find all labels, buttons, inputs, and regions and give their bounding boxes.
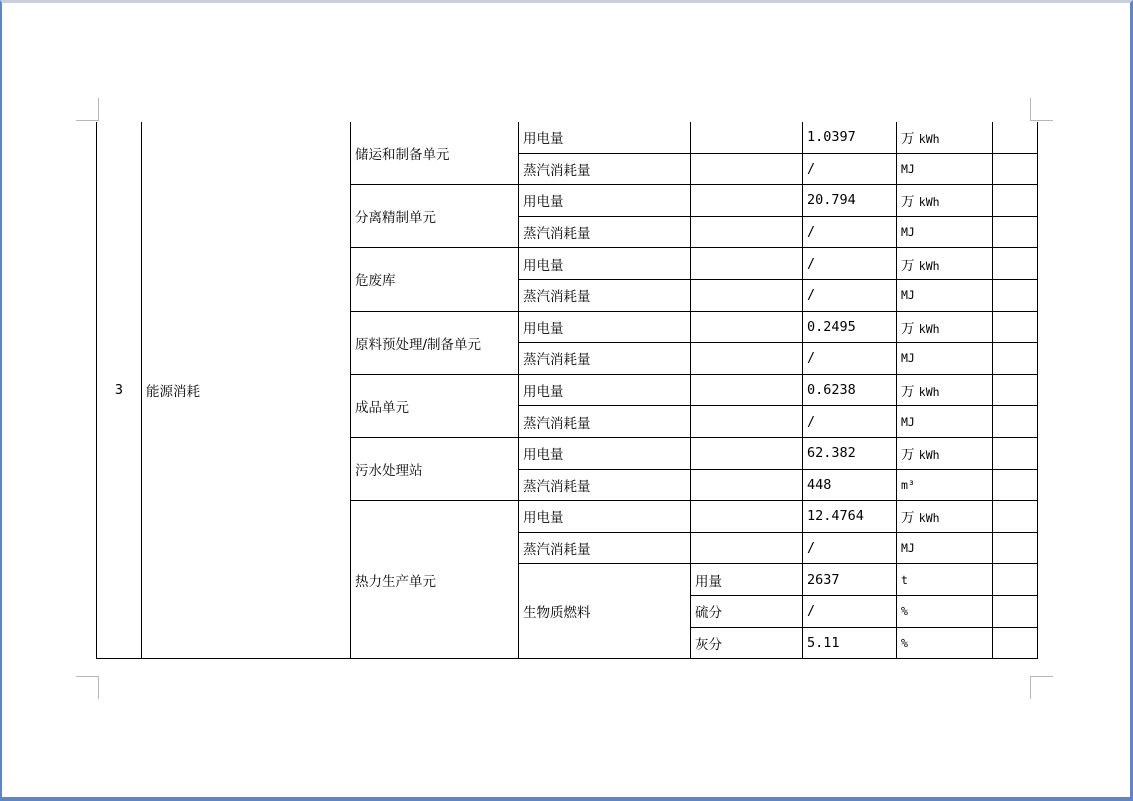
blank-cell: [691, 122, 803, 153]
unit-name-cell: 危废库: [351, 248, 519, 311]
crop-mark-bottom-left: [76, 676, 99, 699]
remark-cell: [993, 437, 1038, 469]
category-cell: 能源消耗: [142, 122, 351, 659]
unit-cell: [897, 406, 993, 438]
unit-cell: [897, 122, 993, 153]
remark-cell: [993, 248, 1038, 280]
unit-en: MJ: [901, 414, 915, 429]
value-cell: 448: [803, 469, 897, 501]
param-cell: 蒸汽消耗量: [519, 216, 691, 248]
unit-en: MJ: [901, 541, 915, 556]
unit-en: MJ: [901, 225, 915, 240]
unit-cell: [897, 374, 993, 406]
param-cell: 蒸汽消耗量: [519, 343, 691, 375]
unit-cell: [897, 437, 993, 469]
crop-mark-top-left: [76, 98, 99, 121]
unit-en: %: [901, 635, 908, 650]
param-cell: 用电量: [519, 248, 691, 280]
unit-cn: 万: [901, 447, 915, 464]
blank-cell: [691, 437, 803, 469]
value-cell: 0.6238: [803, 374, 897, 406]
unit-cn: 万: [901, 320, 915, 337]
param-cell: 用电量: [519, 501, 691, 533]
remark-cell: [993, 627, 1038, 659]
blank-cell: [691, 248, 803, 280]
unit-cell: [897, 343, 993, 375]
unit-cell: [897, 595, 993, 627]
param-cell: 用电量: [519, 311, 691, 343]
remark-cell: [993, 185, 1038, 217]
unit-en: MJ: [901, 351, 915, 366]
unit-cell: [897, 469, 993, 501]
remark-cell: [993, 122, 1038, 153]
value-cell: /: [803, 153, 897, 185]
value-cell: 12.4764: [803, 501, 897, 533]
fuel-name-cell: 生物质燃料: [519, 564, 691, 659]
remark-cell: [993, 216, 1038, 248]
blank-cell: [691, 311, 803, 343]
value-cell: 2637: [803, 564, 897, 596]
unit-en: kWh: [918, 321, 940, 336]
remark-cell: [993, 279, 1038, 311]
blank-cell: [691, 406, 803, 438]
unit-en: t: [901, 572, 908, 587]
unit-en: MJ: [901, 161, 915, 176]
value-cell: /: [803, 532, 897, 564]
unit-cell: [897, 248, 993, 280]
unit-cell: [897, 153, 993, 185]
value-cell: /: [803, 595, 897, 627]
unit-name-cell: 热力生产单元: [351, 501, 519, 659]
unit-name-cell: 分离精制单元: [351, 185, 519, 248]
crop-mark-top-right: [1030, 98, 1053, 121]
unit-en: kWh: [918, 195, 940, 210]
param-cell: 蒸汽消耗量: [519, 469, 691, 501]
param-cell: 蒸汽消耗量: [519, 406, 691, 438]
unit-cell: [897, 627, 993, 659]
param-cell: 用电量: [519, 122, 691, 153]
unit-cn: 万: [901, 257, 915, 274]
energy-consumption-table: [96, 122, 1038, 659]
unit-cell: [897, 501, 993, 533]
unit-cn: 万: [901, 384, 915, 401]
remark-cell: [993, 343, 1038, 375]
crop-mark-bottom-right: [1030, 676, 1053, 699]
param-cell: 蒸汽消耗量: [519, 153, 691, 185]
unit-en: m³: [901, 477, 915, 492]
unit-cell: [897, 311, 993, 343]
remark-cell: [993, 532, 1038, 564]
unit-cell: [897, 216, 993, 248]
value-cell: /: [803, 279, 897, 311]
blank-cell: [691, 469, 803, 501]
remark-cell: [993, 595, 1038, 627]
param-cell: 蒸汽消耗量: [519, 532, 691, 564]
unit-name-cell: 原料预处理/制备单元: [351, 311, 519, 374]
unit-cell: [897, 279, 993, 311]
unit-cn: 万: [901, 194, 915, 211]
blank-cell: [691, 153, 803, 185]
value-cell: /: [803, 343, 897, 375]
value-cell: 5.11: [803, 627, 897, 659]
remark-cell: [993, 311, 1038, 343]
fuel-param-cell: 灰分: [691, 627, 803, 659]
unit-en: kWh: [918, 448, 940, 463]
blank-cell: [691, 185, 803, 217]
fuel-param-cell: 用量: [691, 564, 803, 596]
blank-cell: [691, 343, 803, 375]
fuel-param-cell: 硫分: [691, 595, 803, 627]
unit-en: kWh: [918, 258, 940, 273]
remark-cell: [993, 501, 1038, 533]
unit-name-cell: 污水处理站: [351, 437, 519, 500]
blank-cell: [691, 501, 803, 533]
unit-cn: 万: [901, 131, 915, 148]
value-cell: 0.2495: [803, 311, 897, 343]
unit-en: MJ: [901, 288, 915, 303]
unit-cell: [897, 564, 993, 596]
value-cell: 1.0397: [803, 122, 897, 153]
blank-cell: [691, 532, 803, 564]
blank-cell: [691, 216, 803, 248]
value-cell: /: [803, 406, 897, 438]
param-cell: 用电量: [519, 185, 691, 217]
row-index-cell: 3: [97, 122, 142, 659]
remark-cell: [993, 469, 1038, 501]
unit-en: kWh: [918, 385, 940, 400]
table-row: [97, 122, 1038, 153]
param-cell: 蒸汽消耗量: [519, 279, 691, 311]
unit-name-cell: 储运和制备单元: [351, 122, 519, 185]
unit-en: kWh: [918, 511, 940, 526]
blank-cell: [691, 374, 803, 406]
unit-en: kWh: [918, 132, 940, 147]
param-cell: 用电量: [519, 374, 691, 406]
unit-cn: 万: [901, 510, 915, 527]
remark-cell: [993, 374, 1038, 406]
blank-cell: [691, 279, 803, 311]
param-cell: 用电量: [519, 437, 691, 469]
unit-en: %: [901, 604, 908, 619]
value-cell: /: [803, 248, 897, 280]
unit-cell: [897, 185, 993, 217]
remark-cell: [993, 153, 1038, 185]
unit-name-cell: 成品单元: [351, 374, 519, 437]
value-cell: 20.794: [803, 185, 897, 217]
remark-cell: [993, 564, 1038, 596]
value-cell: 62.382: [803, 437, 897, 469]
value-cell: /: [803, 216, 897, 248]
unit-cell: [897, 532, 993, 564]
remark-cell: [993, 406, 1038, 438]
